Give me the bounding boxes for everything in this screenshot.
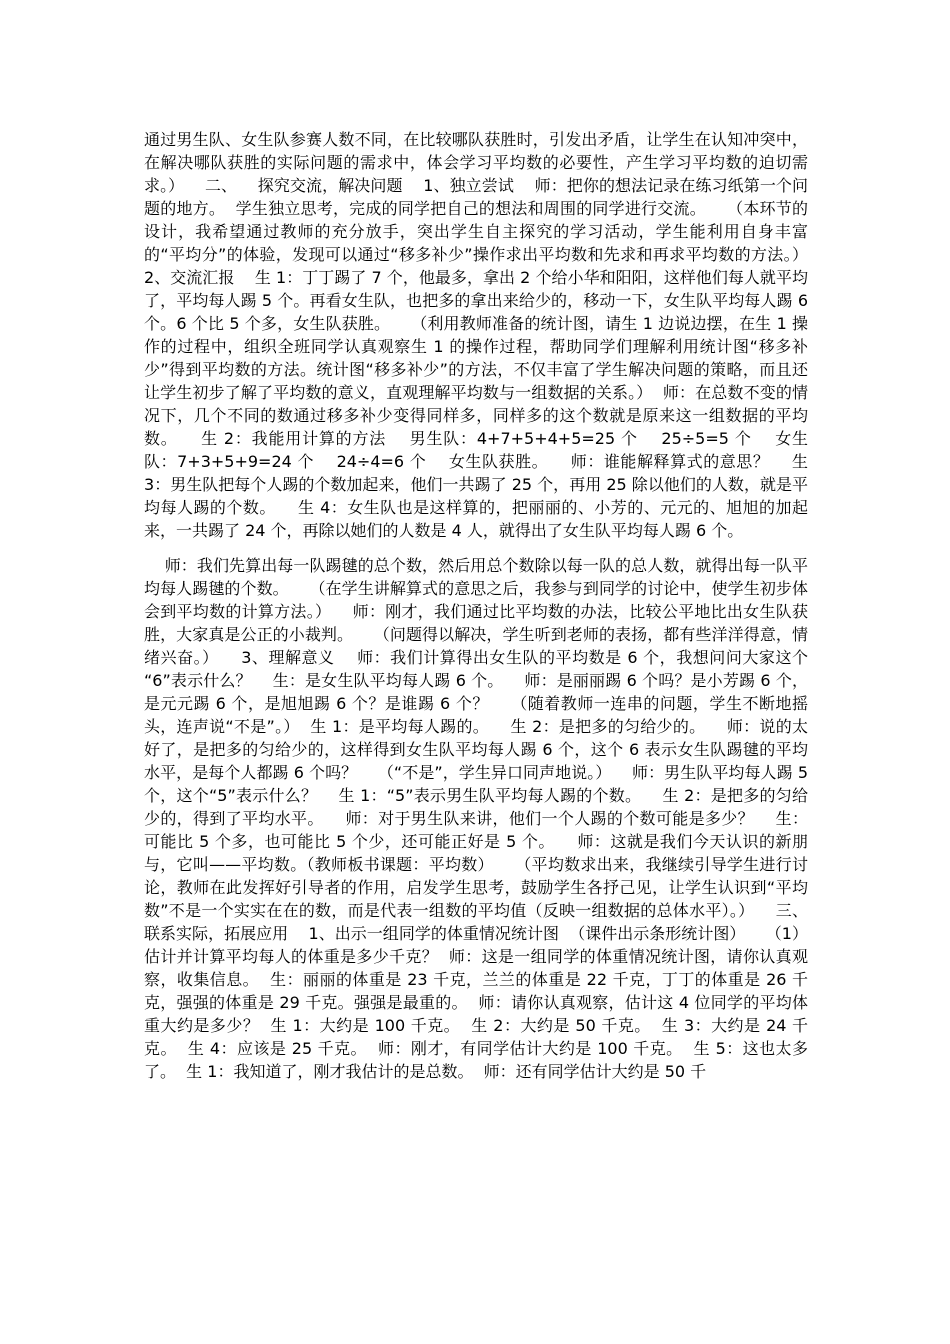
document-body: [144, 128, 829, 1083]
paragraph-2: 师：我们先算出每一队踢毽的总个数，然后用总个数除以每一队的总人数，就得出每一队平均每人踢毽的个数。 （在学生讲解算式的意思之后，我参与到同学的讨论中，使学生初步体会到平均数的计算方法。） 师：刚才，我们通过比平均数的办法，比较公平地比出女生队获胜，大家真是公正的小裁判。 （问题得以解决，学生听到老师的表扬，都有些洋洋得意，情绪兴奋。） 3、理解意义 师：我们计算得出女生队的平均数是 6 个，我想问问大家这个 “6”表示什么？ 生：是女生队平均每人踢 6 个。 师：是丽丽踢 6 个吗？是小芳踢 6 个，是元元踢 6 个，是旭旭踢 6 个？是谁踢 6 个？ （随着教师一连串的问题，学生不断地摇头，连声说“不是”。） 生 1：是平均每人踢的。 生 2：是把多的匀给少的。 师：说的太好了，是把多的匀给少的，这样得到女生队平均每人踢 6 个，这个 6 表示女生队踢毽的平均水平，是每个人都踢 6 个吗？ （“不是”，学生异口同声地说。） 师：男生队平均每人踢 5 个，这个“5”表示什么？ 生 1：“5”表示男生队平均每人踢的个数。 生 2：是把多的匀给少的，得到了平均水平。 师：对于男生队来讲，他们一个人踢的个数可能是多少？ 生：可能比 5 个多，也可能比 5 个少，还可能正好是 5 个。 师：这就是我们今天认识的新朋与，它叫——平均数。（教师板书课题：平均数） （平均数求出来，我继续引导学生进行讨论，教师在此发挥好引导者的作用，启发学生思考，鼓励学生各抒己见，让学生认识到“平均数”不是一个实实在在的数，而是代表一组数的平均值（反映一组数据的总体水平）。） 三、 联系实际，拓展应用 1、出示一组同学的体重情况统计图 （课件出示条形统计图） （1）估计并计算平均每人的体重是多少千克？ 师：这是一组同学的体重情况统计图，请你认真观察，收集信息。 生：丽丽的体重是 23 千克，兰兰的体重是 22 千克，丁丁的体重是 26 千克，强强的体重是 29 千克。强强是最重的。 师：请你认真观察，估计这 4 位同学的平均体重大约是多少？ 生 1：大约是 100 千克。 生 2：大约是 50 千克。 生 3：大约是 24 千克。 生 4：应该是 25 千克。 师：刚才，有同学估计大约是 100 千克。 生 5：这也太多了。 生 1：我知道了，刚才我估计的是总数。 师：还有同学估计大约是 50 千: [144, 556, 829, 1081]
paragraph-1: 通过男生队、女生队参赛人数不同，在比较哪队获胜时，引发出矛盾，让学生在认知冲突中，在解决哪队获胜的实际问题的需求中，体会学习平均数的必要性，产生学习平均数的迫切需求。） 二、 探究交流，解决问题 1、独立尝试 师：把你的想法记录在练习纸第一个问题的地方。 学生独立思考，完成的同学把自己的想法和周围的同学进行交流。 （本环节的设计，我希望通过教师的充分放手，突出学生自主探究的学习活动，学生能利用自身丰富的“平均分”的体验，发现可以通过“移多补少”操作求出平均数和先求和再求平均数的方法。） 2、交流汇报 生 1：丁丁踢了 7 个，他最多，拿出 2 个给小华和阳阳，这样他们每人就平均了，平均每人踢 5 个。再看女生队，也把多的拿出来给少的，移动一下，女生队平均每人踢 6 个。6 个比 5 个多，女生队获胜。 （利用教师准备的统计图，请生 1 边说边摆，在生 1 操作的过程中，组织全班同学认真观察生 1 的操作过程，帮助同学们理解利用统计图“移多补少”得到平均数的方法。统计图“移多补少”的方法，不仅丰富了学生解决问题的策略，而且还让学生初步了解了平均数的意义，直观理解平均数与一组数据的关系。） 师：在总数不变的情况下，几个不同的数通过移多补少变得同样多，同样多的这个数就是原来这一组数据的平均数。 生 2：我能用计算的方法 男生队：4+7+5+4+5=25 个 25÷5=5 个 女生队：7+3+5+9=24 个 24÷4=6 个 女生队获胜。 师：谁能解释算式的意思？ 生 3：男生队把每个人踢的个数加起来，他们一共踢了 25 个，再用 25 除以他们的人数，就是平均每人踢的个数。 生 4：女生队也是这样算的，把丽丽的、小芳的、元元的、旭旭的加起来，一共踢了 24 个，再除以她们的人数是 4 人，就得出了女生队平均每人踢 6 个。: [144, 130, 829, 540]
